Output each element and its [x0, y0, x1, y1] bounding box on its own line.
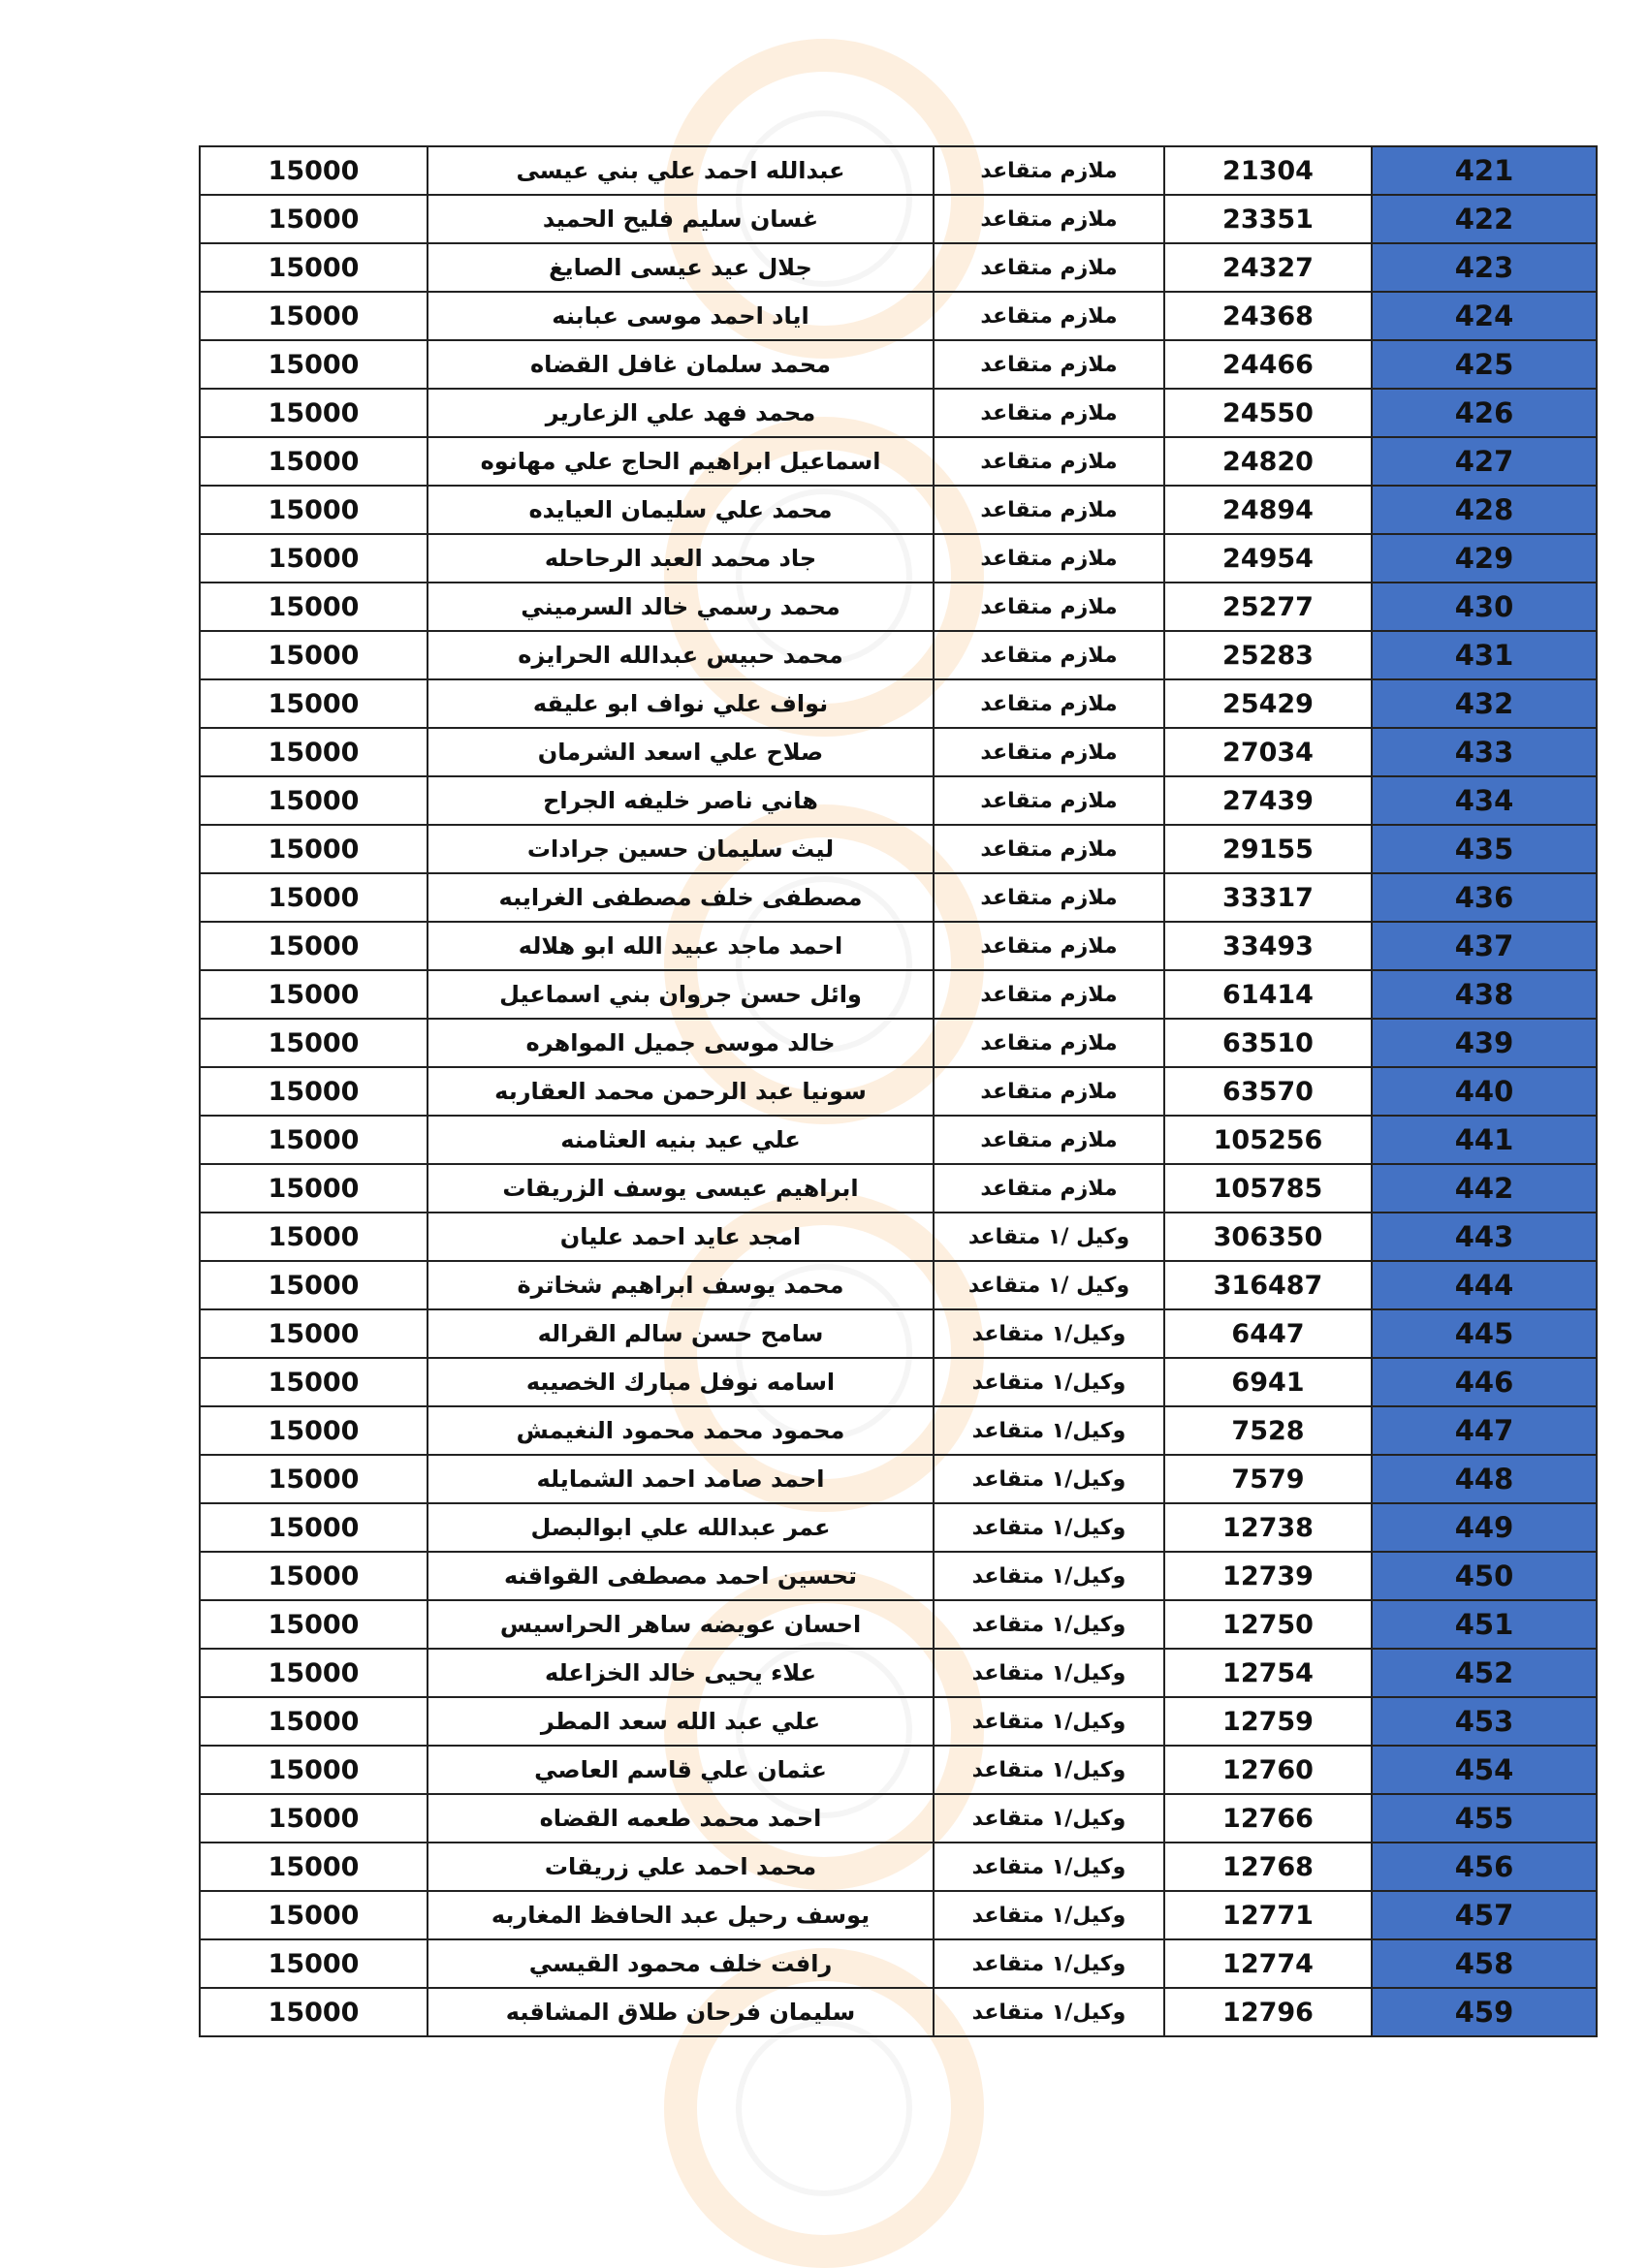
- military-number-cell: 24550: [1164, 389, 1372, 437]
- table-row: [200, 340, 1597, 389]
- military-number-cell: 29155: [1164, 825, 1372, 873]
- rank-cell: وكيل/١ متقاعد: [934, 1309, 1164, 1358]
- rank-cell: وكيل/١ متقاعد: [934, 1988, 1164, 2036]
- amount-cell: 15000: [200, 1164, 428, 1213]
- amount-cell: 15000: [200, 631, 428, 679]
- amount-cell: 15000: [200, 1746, 428, 1794]
- table-row: [200, 1891, 1597, 1939]
- sequence-cell: 444: [1372, 1261, 1597, 1309]
- amount-cell: 15000: [200, 1455, 428, 1503]
- name-cell: امجد عايد احمد عليان: [428, 1213, 934, 1261]
- rank-cell: ملازم متقاعد: [934, 776, 1164, 825]
- sequence-cell: 443: [1372, 1213, 1597, 1261]
- rank-cell: وكيل/١ متقاعد: [934, 1697, 1164, 1746]
- military-number-cell: 24368: [1164, 292, 1372, 340]
- retirees-table: [199, 145, 1598, 2037]
- table-row: [200, 1939, 1597, 1988]
- rank-cell: ملازم متقاعد: [934, 1116, 1164, 1164]
- table-row: [200, 1697, 1597, 1746]
- military-number-cell: 316487: [1164, 1261, 1372, 1309]
- rank-cell: وكيل/١ متقاعد: [934, 1455, 1164, 1503]
- table-row: [200, 728, 1597, 776]
- name-cell: محمد يوسف ابراهيم شخاترة: [428, 1261, 934, 1309]
- table-row: [200, 1794, 1597, 1843]
- name-cell: هاني ناصر خليفه الجراح: [428, 776, 934, 825]
- name-cell: سونيا عبد الرحمن محمد العقاربه: [428, 1067, 934, 1116]
- military-number-cell: 12768: [1164, 1843, 1372, 1891]
- name-cell: احسان عويضه ساهر الحراسيس: [428, 1600, 934, 1649]
- name-cell: احمد محمد طعمه القضاه: [428, 1794, 934, 1843]
- table-row: [200, 195, 1597, 243]
- sequence-cell: 442: [1372, 1164, 1597, 1213]
- rank-cell: ملازم متقاعد: [934, 728, 1164, 776]
- amount-cell: 15000: [200, 1988, 428, 2036]
- amount-cell: 15000: [200, 292, 428, 340]
- sequence-cell: 423: [1372, 243, 1597, 292]
- name-cell: صلاح علي اسعد الشرمان: [428, 728, 934, 776]
- sequence-cell: 453: [1372, 1697, 1597, 1746]
- table-row: [200, 1988, 1597, 2036]
- amount-cell: 15000: [200, 970, 428, 1019]
- rank-cell: ملازم متقاعد: [934, 1019, 1164, 1067]
- amount-cell: 15000: [200, 873, 428, 922]
- rank-cell: وكيل /١ متقاعد: [934, 1261, 1164, 1309]
- name-cell: محمود محمد محمود النغيمش: [428, 1406, 934, 1455]
- rank-cell: ملازم متقاعد: [934, 486, 1164, 534]
- table-row: [200, 1019, 1597, 1067]
- table-row: [200, 437, 1597, 486]
- rank-cell: وكيل/١ متقاعد: [934, 1552, 1164, 1600]
- name-cell: علي عبد الله سعد المطر: [428, 1697, 934, 1746]
- rank-cell: ملازم متقاعد: [934, 922, 1164, 970]
- table-row: [200, 1600, 1597, 1649]
- table-body: [200, 146, 1597, 2036]
- military-number-cell: 12738: [1164, 1503, 1372, 1552]
- table-row: [200, 679, 1597, 728]
- amount-cell: 15000: [200, 1406, 428, 1455]
- military-number-cell: 12774: [1164, 1939, 1372, 1988]
- rank-cell: ملازم متقاعد: [934, 146, 1164, 195]
- amount-cell: 15000: [200, 922, 428, 970]
- name-cell: رافت خلف محمود القيسي: [428, 1939, 934, 1988]
- table-row: [200, 1261, 1597, 1309]
- sequence-cell: 448: [1372, 1455, 1597, 1503]
- military-number-cell: 61414: [1164, 970, 1372, 1019]
- rank-cell: وكيل/١ متقاعد: [934, 1939, 1164, 1988]
- amount-cell: 15000: [200, 1939, 428, 1988]
- military-number-cell: 24466: [1164, 340, 1372, 389]
- table-row: [200, 583, 1597, 631]
- rank-cell: ملازم متقاعد: [934, 340, 1164, 389]
- table-row: [200, 1164, 1597, 1213]
- amount-cell: 15000: [200, 1213, 428, 1261]
- amount-cell: 15000: [200, 1794, 428, 1843]
- rank-cell: وكيل /١ متقاعد: [934, 1213, 1164, 1261]
- rank-cell: ملازم متقاعد: [934, 1067, 1164, 1116]
- amount-cell: 15000: [200, 1600, 428, 1649]
- amount-cell: 15000: [200, 146, 428, 195]
- table-row: [200, 1116, 1597, 1164]
- sequence-cell: 436: [1372, 873, 1597, 922]
- military-number-cell: 23351: [1164, 195, 1372, 243]
- rank-cell: ملازم متقاعد: [934, 873, 1164, 922]
- sequence-cell: 422: [1372, 195, 1597, 243]
- table-row: [200, 146, 1597, 195]
- sequence-cell: 455: [1372, 1794, 1597, 1843]
- sequence-cell: 425: [1372, 340, 1597, 389]
- name-cell: مصطفى خلف مصطفى الغرايبه: [428, 873, 934, 922]
- name-cell: محمد احمد علي زريقات: [428, 1843, 934, 1891]
- sequence-cell: 434: [1372, 776, 1597, 825]
- military-number-cell: 24894: [1164, 486, 1372, 534]
- sequence-cell: 431: [1372, 631, 1597, 679]
- amount-cell: 15000: [200, 825, 428, 873]
- military-number-cell: 6447: [1164, 1309, 1372, 1358]
- name-cell: وائل حسن جروان بني اسماعيل: [428, 970, 934, 1019]
- amount-cell: 15000: [200, 534, 428, 583]
- table-row: [200, 1406, 1597, 1455]
- sequence-cell: 451: [1372, 1600, 1597, 1649]
- name-cell: جلال عيد عيسى الصايغ: [428, 243, 934, 292]
- military-number-cell: 7579: [1164, 1455, 1372, 1503]
- sequence-cell: 432: [1372, 679, 1597, 728]
- rank-cell: وكيل/١ متقاعد: [934, 1600, 1164, 1649]
- amount-cell: 15000: [200, 1697, 428, 1746]
- name-cell: غسان سليم فليح الحميد: [428, 195, 934, 243]
- table-row: [200, 1843, 1597, 1891]
- military-number-cell: 6941: [1164, 1358, 1372, 1406]
- sequence-cell: 437: [1372, 922, 1597, 970]
- table-row: [200, 873, 1597, 922]
- sequence-cell: 450: [1372, 1552, 1597, 1600]
- name-cell: محمد حبيس عبدالله الحرايزه: [428, 631, 934, 679]
- name-cell: علي عيد بنيه العثامنه: [428, 1116, 934, 1164]
- sequence-cell: 428: [1372, 486, 1597, 534]
- table-row: [200, 1455, 1597, 1503]
- rank-cell: وكيل/١ متقاعد: [934, 1649, 1164, 1697]
- sequence-cell: 454: [1372, 1746, 1597, 1794]
- sequence-cell: 449: [1372, 1503, 1597, 1552]
- sequence-cell: 439: [1372, 1019, 1597, 1067]
- military-number-cell: 24327: [1164, 243, 1372, 292]
- name-cell: احمد صامد احمد الشمايله: [428, 1455, 934, 1503]
- rank-cell: وكيل/١ متقاعد: [934, 1891, 1164, 1939]
- name-cell: عبدالله احمد علي بني عيسى: [428, 146, 934, 195]
- amount-cell: 15000: [200, 243, 428, 292]
- table-row: [200, 389, 1597, 437]
- military-number-cell: 25283: [1164, 631, 1372, 679]
- military-number-cell: 25277: [1164, 583, 1372, 631]
- amount-cell: 15000: [200, 437, 428, 486]
- rank-cell: ملازم متقاعد: [934, 243, 1164, 292]
- sequence-cell: 433: [1372, 728, 1597, 776]
- sequence-cell: 427: [1372, 437, 1597, 486]
- military-number-cell: 33493: [1164, 922, 1372, 970]
- rank-cell: وكيل/١ متقاعد: [934, 1503, 1164, 1552]
- name-cell: محمد رسمي خالد السرميني: [428, 583, 934, 631]
- rank-cell: وكيل/١ متقاعد: [934, 1358, 1164, 1406]
- military-number-cell: 105785: [1164, 1164, 1372, 1213]
- name-cell: محمد علي سليمان العيايده: [428, 486, 934, 534]
- amount-cell: 15000: [200, 1261, 428, 1309]
- name-cell: خالد موسى جميل المواهره: [428, 1019, 934, 1067]
- military-number-cell: 105256: [1164, 1116, 1372, 1164]
- amount-cell: 15000: [200, 1649, 428, 1697]
- military-number-cell: 12759: [1164, 1697, 1372, 1746]
- name-cell: تحسين احمد مصطفى القواقنه: [428, 1552, 934, 1600]
- table-row: [200, 534, 1597, 583]
- military-number-cell: 12760: [1164, 1746, 1372, 1794]
- military-number-cell: 24954: [1164, 534, 1372, 583]
- military-number-cell: 12739: [1164, 1552, 1372, 1600]
- name-cell: محمد سلمان غافل القضاه: [428, 340, 934, 389]
- sequence-cell: 446: [1372, 1358, 1597, 1406]
- table-row: [200, 1309, 1597, 1358]
- rank-cell: وكيل/١ متقاعد: [934, 1794, 1164, 1843]
- table-row: [200, 243, 1597, 292]
- sequence-cell: 421: [1372, 146, 1597, 195]
- amount-cell: 15000: [200, 389, 428, 437]
- sequence-cell: 435: [1372, 825, 1597, 873]
- amount-cell: 15000: [200, 1552, 428, 1600]
- amount-cell: 15000: [200, 486, 428, 534]
- military-number-cell: 25429: [1164, 679, 1372, 728]
- sequence-cell: 459: [1372, 1988, 1597, 2036]
- amount-cell: 15000: [200, 1891, 428, 1939]
- rank-cell: وكيل/١ متقاعد: [934, 1746, 1164, 1794]
- military-number-cell: 12750: [1164, 1600, 1372, 1649]
- military-number-cell: 306350: [1164, 1213, 1372, 1261]
- military-number-cell: 12754: [1164, 1649, 1372, 1697]
- amount-cell: 15000: [200, 583, 428, 631]
- military-number-cell: 7528: [1164, 1406, 1372, 1455]
- table-row: [200, 1552, 1597, 1600]
- military-number-cell: 63570: [1164, 1067, 1372, 1116]
- military-number-cell: 33317: [1164, 873, 1372, 922]
- table-row: [200, 825, 1597, 873]
- military-number-cell: 12771: [1164, 1891, 1372, 1939]
- rank-cell: ملازم متقاعد: [934, 437, 1164, 486]
- name-cell: سامح حسن سالم القراله: [428, 1309, 934, 1358]
- military-number-cell: 21304: [1164, 146, 1372, 195]
- rank-cell: ملازم متقاعد: [934, 292, 1164, 340]
- sequence-cell: 456: [1372, 1843, 1597, 1891]
- sequence-cell: 441: [1372, 1116, 1597, 1164]
- rank-cell: ملازم متقاعد: [934, 679, 1164, 728]
- table-row: [200, 1649, 1597, 1697]
- name-cell: محمد فهد علي الزعارير: [428, 389, 934, 437]
- amount-cell: 15000: [200, 728, 428, 776]
- sequence-cell: 438: [1372, 970, 1597, 1019]
- sequence-cell: 452: [1372, 1649, 1597, 1697]
- sequence-cell: 458: [1372, 1939, 1597, 1988]
- table-row: [200, 1067, 1597, 1116]
- name-cell: علاء يحيى خالد الخزاعله: [428, 1649, 934, 1697]
- amount-cell: 15000: [200, 1843, 428, 1891]
- amount-cell: 15000: [200, 1358, 428, 1406]
- military-number-cell: 27439: [1164, 776, 1372, 825]
- sequence-cell: 457: [1372, 1891, 1597, 1939]
- amount-cell: 15000: [200, 679, 428, 728]
- amount-cell: 15000: [200, 195, 428, 243]
- amount-cell: 15000: [200, 340, 428, 389]
- rank-cell: ملازم متقاعد: [934, 389, 1164, 437]
- amount-cell: 15000: [200, 1309, 428, 1358]
- name-cell: نواف علي نواف ابو عليقه: [428, 679, 934, 728]
- name-cell: اياد احمد موسى عبابنه: [428, 292, 934, 340]
- military-number-cell: 63510: [1164, 1019, 1372, 1067]
- sequence-cell: 440: [1372, 1067, 1597, 1116]
- table-row: [200, 486, 1597, 534]
- name-cell: ابراهيم عيسى يوسف الزريقات: [428, 1164, 934, 1213]
- rank-cell: ملازم متقاعد: [934, 583, 1164, 631]
- rank-cell: وكيل/١ متقاعد: [934, 1406, 1164, 1455]
- name-cell: عمر عبدالله علي ابوالبصل: [428, 1503, 934, 1552]
- name-cell: ليث سليمان حسين جرادات: [428, 825, 934, 873]
- rank-cell: ملازم متقاعد: [934, 534, 1164, 583]
- table-row: [200, 292, 1597, 340]
- table-row: [200, 631, 1597, 679]
- amount-cell: 15000: [200, 1067, 428, 1116]
- amount-cell: 15000: [200, 776, 428, 825]
- military-number-cell: 27034: [1164, 728, 1372, 776]
- rank-cell: وكيل/١ متقاعد: [934, 1843, 1164, 1891]
- amount-cell: 15000: [200, 1503, 428, 1552]
- table-row: [200, 922, 1597, 970]
- rank-cell: ملازم متقاعد: [934, 195, 1164, 243]
- amount-cell: 15000: [200, 1116, 428, 1164]
- military-number-cell: 24820: [1164, 437, 1372, 486]
- rank-cell: ملازم متقاعد: [934, 1164, 1164, 1213]
- name-cell: اسماعيل ابراهيم الحاج علي مهانوه: [428, 437, 934, 486]
- military-number-cell: 12796: [1164, 1988, 1372, 2036]
- table-row: [200, 1213, 1597, 1261]
- name-cell: جاد محمد العبد الرحاحله: [428, 534, 934, 583]
- sequence-cell: 424: [1372, 292, 1597, 340]
- sequence-cell: 447: [1372, 1406, 1597, 1455]
- name-cell: احمد ماجد عبيد الله ابو هلاله: [428, 922, 934, 970]
- sequence-cell: 426: [1372, 389, 1597, 437]
- military-number-cell: 12766: [1164, 1794, 1372, 1843]
- name-cell: عثمان علي قاسم العاصي: [428, 1746, 934, 1794]
- sequence-cell: 445: [1372, 1309, 1597, 1358]
- name-cell: سليمان فرحان طلاق المشاقبه: [428, 1988, 934, 2036]
- rank-cell: ملازم متقاعد: [934, 970, 1164, 1019]
- table-row: [200, 1503, 1597, 1552]
- table-row: [200, 1358, 1597, 1406]
- name-cell: اسامه نوفل مبارك الخصيبه: [428, 1358, 934, 1406]
- sequence-cell: 430: [1372, 583, 1597, 631]
- table-row: [200, 776, 1597, 825]
- rank-cell: ملازم متقاعد: [934, 631, 1164, 679]
- name-cell: يوسف رحيل عبد الحافظ المغاربه: [428, 1891, 934, 1939]
- amount-cell: 15000: [200, 1019, 428, 1067]
- rank-cell: ملازم متقاعد: [934, 825, 1164, 873]
- table-row: [200, 970, 1597, 1019]
- sequence-cell: 429: [1372, 534, 1597, 583]
- table-row: [200, 1746, 1597, 1794]
